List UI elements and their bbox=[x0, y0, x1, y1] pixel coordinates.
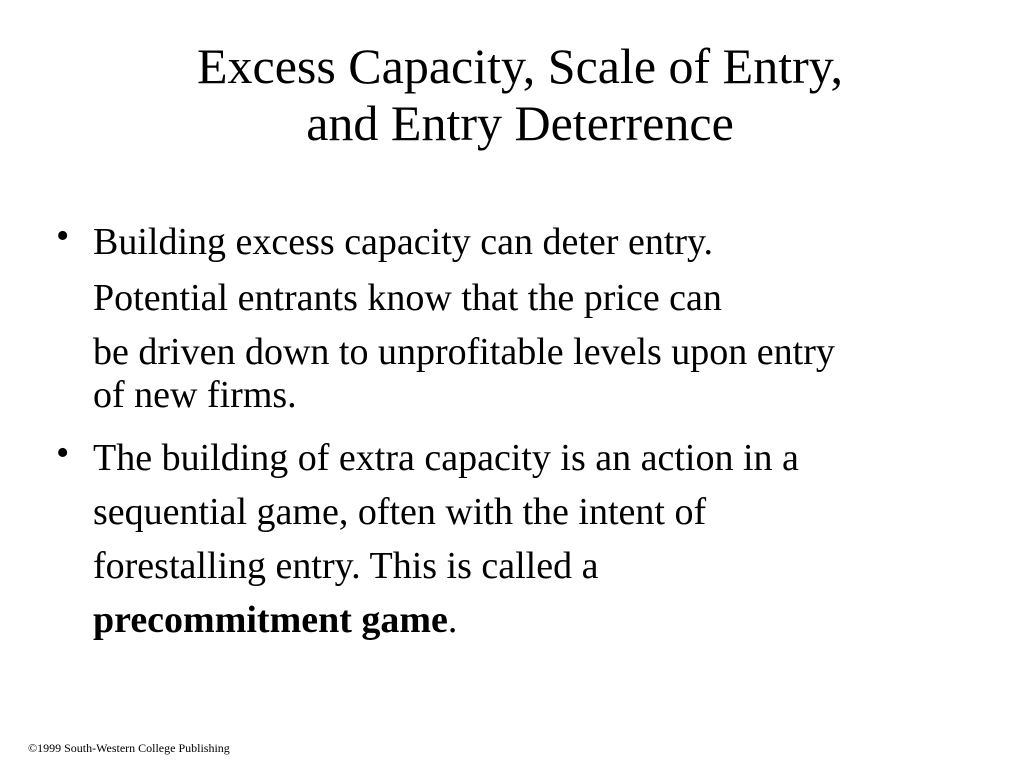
slide-title-line-2: and Entry Deterrence bbox=[306, 95, 734, 151]
bullet-2-line-3: forestalling entry. This is called a bbox=[93, 545, 599, 587]
bullet-item-excess-capacity bbox=[56, 214, 1006, 416]
bullet-marker: • bbox=[56, 432, 70, 474]
bullet-1-line-1: Building excess capacity can deter entry. bbox=[93, 221, 714, 263]
precommitment-game-term: precommitment game bbox=[93, 599, 448, 641]
bullet-1-line-2: Potential entrants know that the price can bbox=[93, 277, 722, 319]
slide-title-line-1: Excess Capacity, Scale of Entry, bbox=[196, 38, 844, 94]
bullet-1-line-3: be driven down to unprofitable levels upon entry bbox=[93, 331, 835, 373]
bullet-2-line-1: The building of extra capacity is an action in a bbox=[93, 437, 799, 479]
bullet-2-line-4 bbox=[93, 593, 1006, 647]
bullet-marker: • bbox=[56, 215, 70, 257]
bullet-list bbox=[56, 214, 1006, 647]
slide-title bbox=[0, 38, 1024, 152]
term-period: . bbox=[447, 599, 458, 641]
bullet-2-line-2: sequential game, often with the intent of bbox=[93, 491, 707, 533]
bullet-item-precommitment bbox=[56, 431, 1006, 647]
bullet-1-line-4: of new firms. bbox=[93, 374, 297, 416]
copyright-footer: ©1999 South-Western College Publishing bbox=[28, 741, 230, 755]
